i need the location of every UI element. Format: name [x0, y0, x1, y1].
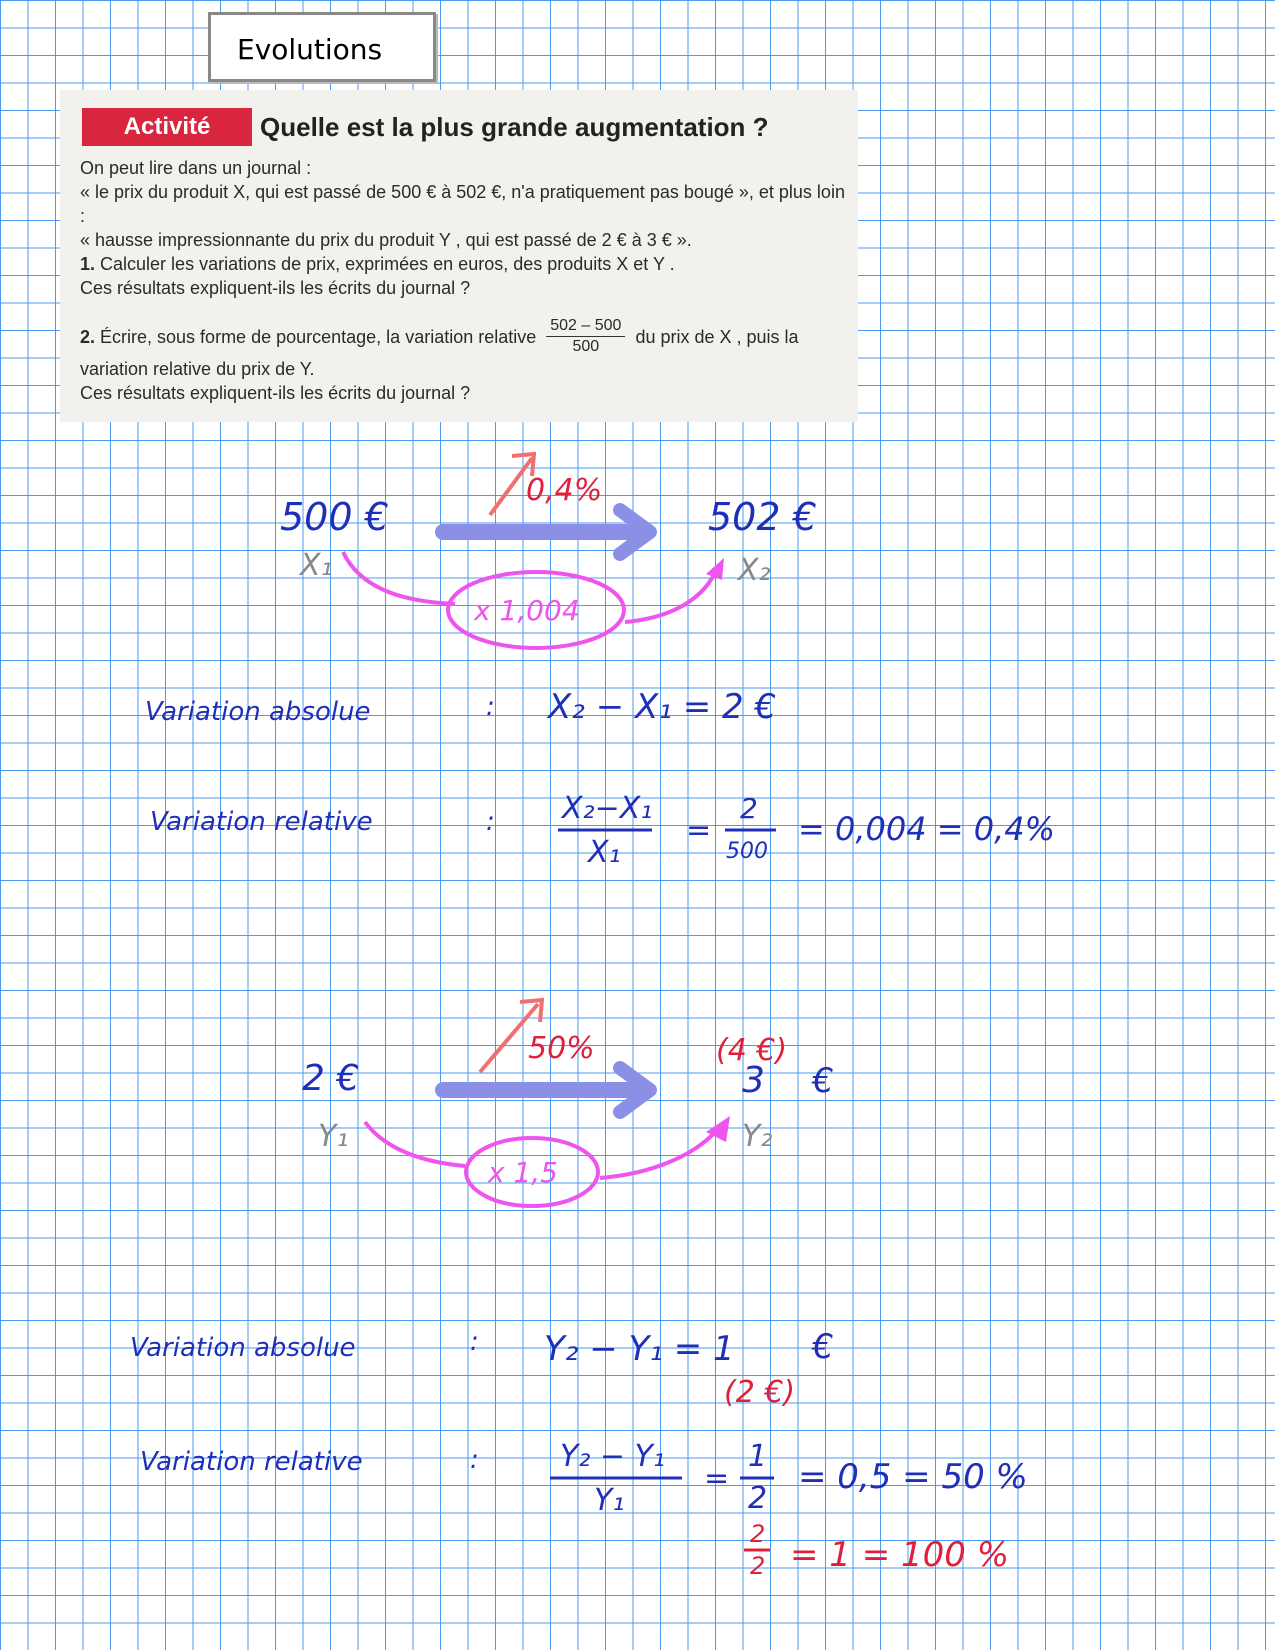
correction-2-euro: (2 €) — [724, 1375, 796, 1410]
absolute-formula-x: X₂ − X₁ = 2 € — [548, 687, 777, 727]
label-x2: X₂ — [738, 553, 771, 588]
correction-frac-den: 2 — [750, 1552, 766, 1580]
relative-val-den-x: 500 — [726, 839, 768, 864]
correction-4-euro: (4 €) — [716, 1033, 788, 1068]
correction-result: = 1 = 100 % — [790, 1535, 1010, 1575]
percent-label-y: 50% — [528, 1031, 595, 1066]
example-y-diagram — [130, 1000, 1028, 1580]
absolute-colon-x: : — [486, 692, 495, 722]
relative-val-num-x: 2 — [740, 792, 758, 825]
label-y2: Y₂ — [742, 1119, 773, 1154]
question-1-text: Calculer les variations de prix, exprimées en euros, des produits X et Y . — [100, 254, 675, 274]
page-title: Evolutions — [237, 33, 383, 66]
relative-label-x: Variation relative — [150, 807, 373, 837]
value-500: 500 € — [280, 495, 389, 539]
value-3: 3 — [742, 1060, 765, 1101]
relative-frac-den-x: X₁ — [588, 835, 621, 870]
absolute-colon-y: : — [470, 1327, 479, 1357]
question-2-number: 2. — [80, 326, 96, 347]
relative-label-y: Variation relative — [140, 1447, 363, 1477]
question-1-sub: Ces résultats expliquent-ils les écrits du journal ? — [80, 278, 471, 298]
magenta-curve-right-y — [600, 1124, 722, 1178]
magenta-arrow-head — [706, 558, 724, 580]
quote-x: « le prix du produit X, qui est passé de 500 € à 502 €, n'a pratiquement pas bougé », et plus loin : — [80, 182, 845, 226]
magenta-curve-right — [625, 566, 718, 622]
relative-frac-num-y: Y₂ − Y₁ — [560, 1439, 665, 1474]
activity-heading: Quelle est la plus grande augmentation ? — [260, 112, 769, 142]
percent-label-x: 0,4% — [526, 473, 603, 508]
activity-badge: Activité — [82, 108, 252, 146]
absolute-formula-y: Y₂ − Y₁ = 1 — [544, 1329, 735, 1369]
absolute-label-x: Variation absolue — [145, 697, 371, 727]
relative-frac-den-y: Y₁ — [594, 1483, 625, 1518]
example-x-diagram — [145, 454, 1055, 870]
question-2-sub: Ces résultats expliquent-ils les écrits du journal ? — [80, 383, 471, 403]
magenta-curve-left-y — [365, 1122, 465, 1166]
intro-line: On peut lire dans un journal : — [80, 158, 312, 178]
relative-result-y: = 0,5 = 50 % — [798, 1457, 1028, 1497]
multiplier-x: x 1,004 — [474, 594, 580, 627]
multiplier-y: x 1,5 — [488, 1156, 558, 1189]
fraction-numerator: 502 – 500 — [546, 316, 625, 337]
euro-y-end: € — [812, 1061, 834, 1101]
relative-colon-y: : — [470, 1445, 479, 1475]
relative-eq-x: = — [686, 813, 712, 848]
question-1-number: 1. — [80, 254, 96, 274]
question-2-line2: variation relative du prix de Y. — [80, 359, 315, 379]
fraction-denominator: 500 — [572, 338, 600, 355]
question-2-text: Écrire, sous forme de pourcentage, la variation relative — [100, 326, 537, 347]
relative-frac-num-x: X₂−X₁ — [562, 791, 653, 826]
relative-colon-x: : — [486, 807, 495, 837]
label-y1: Y₁ — [318, 1119, 349, 1154]
relative-val-den-y: 2 — [748, 1481, 768, 1516]
value-2: 2 € — [302, 1058, 360, 1099]
magenta-curve-left — [343, 552, 455, 604]
label-x1: X₁ — [300, 548, 333, 583]
relative-result-x: = 0,004 = 0,4% — [798, 810, 1056, 848]
euro-y-abs: € — [812, 1327, 834, 1367]
absolute-label-y: Variation absolue — [130, 1333, 356, 1363]
quote-y: « hausse impressionnante du prix du produit Y , qui est passé de 2 € à 3 € ». — [80, 230, 692, 250]
relative-val-num-y: 1 — [748, 1439, 768, 1474]
value-502: 502 € — [708, 495, 817, 539]
correction-frac-num: 2 — [750, 1520, 766, 1548]
relative-eq-y: = — [704, 1461, 730, 1496]
question-2-text-after: du prix de X , puis la — [635, 326, 799, 347]
